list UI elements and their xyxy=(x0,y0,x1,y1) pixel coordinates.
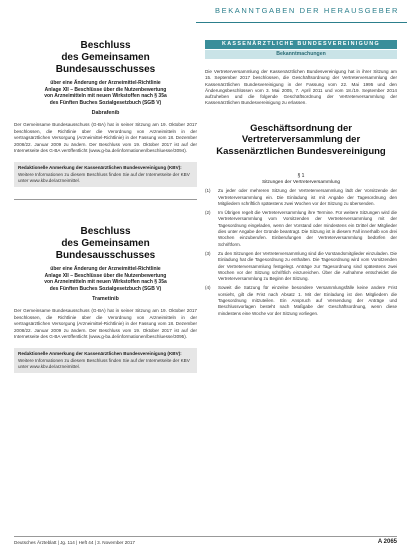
resolution-trametinib xyxy=(14,226,197,373)
clause-text: Zu den Sitzungen der Vertreterversammlung sind die Vorstandsmitglieder einzuladen. Die Einladung hat die Tagesordnung zu enthalten. Die Tagesordnung wird vom Vorsitzenden der Vertreterversammlung festgelegt. Anträge zur Tagesordnung sind spätestens zwei Wochen vor der Sitzung schriftlich einzureichen. Über die Aufnahme entscheidet die Vertreterversammlung zu Beginn der Sitzung. xyxy=(218,250,397,282)
editorial-note xyxy=(14,162,197,187)
note-label: Redaktionelle Anmerkung der Kassenärztlichen Bundesvereinigung (KBV): xyxy=(18,165,182,171)
rules-title-line: Vertreterversammlung der xyxy=(241,134,361,146)
doc-title-line1: Beschluss xyxy=(80,40,131,51)
subtitle-line: Anlage XII – Beschlüsse über die Nutzenbewertung xyxy=(44,272,167,279)
clause-number: (1) xyxy=(205,188,211,194)
intro-text: Die Vertreterversammlung der Kassenärztlichen Bundesvereinigung hat in ihrer Sitzung am 15. September 2017 beschlossen, die Geschäftsordnung der Vertreterversammlung der Kassenärztlichen Bundesvereinigung in der Fassung vom 22. Mai 1995 und den Änderungsbeschlüssen vom 3. Mai 2005, 7. April 2011 und vom 18./19. September 2014 aufzuheben und die folgende Geschäftsordnung der Vertreterversammlung der Kassenärztlichen Bundesvereinigung zu erlassen. xyxy=(205,69,397,106)
clause-text: Im Übrigen regelt die Vertreterversammlung ihre Termine. Für weitere Sitzungen wird die Vertreterversammlung vom Vorsitzenden der Vertreterversammlung mit der Tagesordnung eingeladen, wenn der Vorstand oder mindestens ein Drittel der Mitglieder dies unter Angabe der Gründe beantragt. Die Sitzung ist in diesem Fall innerhalb von drei Wochen einzuberufen. Einberufungen der Vertreterversammlung bedürfen der Schriftform. xyxy=(218,210,397,247)
clause xyxy=(205,188,397,207)
doc-subtitle xyxy=(14,80,197,106)
footer-rule xyxy=(14,536,397,537)
subtitle-line: des Fünften Buches Sozialgesetzbuch (SGB V) xyxy=(49,99,162,106)
clause xyxy=(205,210,397,248)
doc-title-line2: des Gemeinsamen Bundesausschusses xyxy=(55,52,156,75)
subtitle-line: über eine Änderung der Arzneimittel-Richtlinie xyxy=(50,266,161,273)
kbv-banner: KASSENÄRZTLICHE BUNDESVEREINIGUNG xyxy=(205,40,397,49)
subtitle-line: Anlage XII – Beschlüsse über die Nutzenbewertung xyxy=(44,86,167,93)
section-separator xyxy=(14,199,197,200)
right-column xyxy=(205,40,397,317)
rules-title-line: Kassenärztlichen Bundesvereinigung xyxy=(216,145,386,157)
rules-title-line: Geschäftsordnung der xyxy=(250,122,352,134)
page-number: A 2065 xyxy=(377,539,397,545)
subtitle-line: von Arzneimitteln mit neuen Wirkstoffen nach § 35a xyxy=(44,93,167,100)
clause-text: Soweit die Satzung für einzelne besondere Versammlungsfälle keine andere Frist vorsieht, gilt die Frist nach Absatz 1. Mit der Einladung ist den Mitgliedern die Tagesordnung mitzuteilen. Ein Anspruch auf Versendung der Anträge und Beschlussvorlagen besteht nach Maßgabe der Geschäftsordnung, wenn diese mindestens eine Woche vor der Sitzung vorliegen. xyxy=(218,285,397,316)
section-label: BEKANNTGABEN DER HERAUSGEBER xyxy=(215,6,399,15)
doc-subtitle xyxy=(14,266,197,292)
doc-body: Der Gemeinsame Bundesausschuss (G-BA) hat in seiner Sitzung am 19. Oktober 2017 beschlossen, die Richtlinie über die Verordnung von Arzneimitteln in der vertragsärztlichen Versorgung (Arzneimittel-Richtlinie) in der Fassung vom 18. Dezember 2008/22. Januar 2009 zu ändern. Der Beschluss vom 19. Oktober 2017 ist auf der Internetseite des G-BA veröffentlicht (www.g-ba.de/informationen/beschluesse/3094). xyxy=(14,122,197,153)
clause xyxy=(205,285,397,316)
doc-title-line2: des Gemeinsamen Bundesausschusses xyxy=(55,238,156,262)
clause-number: (3) xyxy=(205,250,211,256)
rules-title xyxy=(205,123,397,158)
announcements-subbanner: Bekanntmachungen xyxy=(205,50,397,59)
clause-text: Zu jeder oder mehreren Sitzung der Vertreterversammlung lädt der Vorsitzende der Vertreterversammlung ein. Die Einladung ist mit Angabe der Tagesordnung den Mitgliedern schriftlich spätestens zwei Wochen vor der Sitzung zu übersenden. xyxy=(218,188,397,206)
editorial-note xyxy=(14,348,197,373)
drug-name: Trametinib xyxy=(92,296,119,303)
footer-citation: Deutsches Ärzteblatt | Jg. 114 | Heft 44 | 3. November 2017 xyxy=(14,540,135,545)
paragraph-heading: Sitzungen der Vertreterversammlung xyxy=(261,180,341,186)
header-rule xyxy=(196,22,407,23)
subtitle-line: des Fünften Buches Sozialgesetzbuch (SGB V) xyxy=(49,285,162,292)
clause-number: (4) xyxy=(205,285,211,291)
page-header xyxy=(0,0,407,20)
clause xyxy=(205,251,397,282)
subtitle-line: über eine Änderung der Arzneimittel-Richtlinie xyxy=(50,80,161,86)
doc-title-line1: Beschluss xyxy=(80,226,131,238)
note-text: Weitere Informationen zu diesem Beschluss finden Sie auf der Internetseite der KBV unter www.kbv.de/arzneimittel. xyxy=(18,357,190,369)
doc-body: Der Gemeinsame Bundesausschuss (G-BA) hat in seiner Sitzung am 19. Oktober 2017 beschlossen, die Richtlinie über die Verordnung von Arzneimitteln in der vertragsärztlichen Versorgung (Arzneimittel-Richtlinie) in der Fassung vom 18. Dezember 2008/22. Januar 2009 zu ändern. Der Beschluss vom 19. Oktober 2017 ist auf der Internetseite des G-BA veröffentlicht (www.g-ba.de/informationen/beschluesse/3095). xyxy=(14,308,197,340)
note-text: Weitere Informationen zu diesem Beschluss finden Sie auf der Internetseite der KBV unter www.kbv.de/arzneimittel. xyxy=(18,171,190,183)
drug-name: Dabrafenib xyxy=(91,110,120,117)
left-column xyxy=(14,40,197,373)
clause-number: (2) xyxy=(205,210,211,216)
subtitle-line: von Arzneimitteln mit neuen Wirkstoffen nach § 35a xyxy=(44,279,167,286)
paragraph-number: § 1 xyxy=(297,173,305,180)
resolution-dabrafenib xyxy=(14,40,197,187)
note-label: Redaktionelle Anmerkung der Kassenärztlichen Bundesvereinigung (KBV): xyxy=(18,351,182,357)
